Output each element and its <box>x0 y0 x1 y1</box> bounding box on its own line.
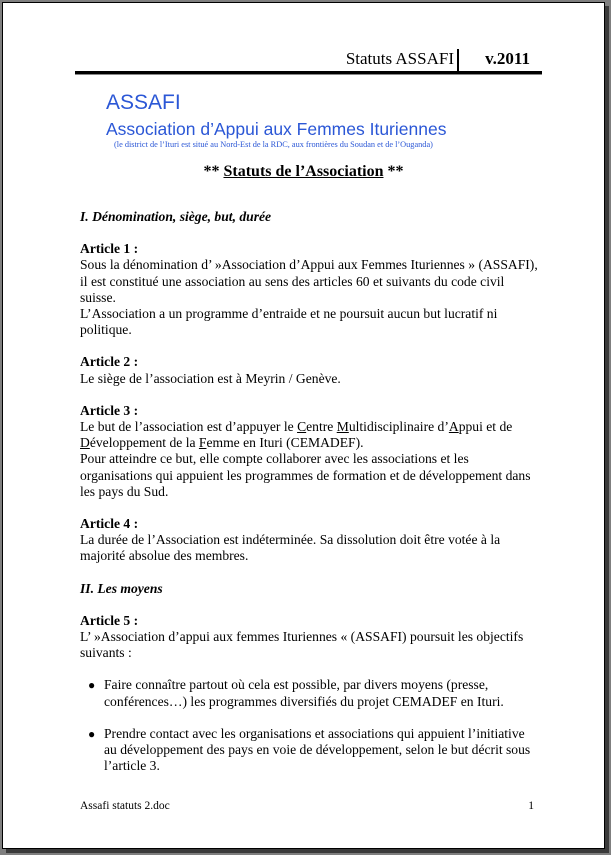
article-4-heading: Article 4 : <box>80 516 139 532</box>
title-prefix: ** <box>203 163 224 180</box>
section-heading-1: I. Dénomination, siège, but, durée <box>80 209 272 224</box>
article-5-heading: Article 5 : <box>80 612 139 628</box>
brand-note: (le district de l’Ituri est situé au Nord-Est de la RDC, aux frontières du Soudan et de l’Ouganda) <box>114 140 433 149</box>
article-3-text-1: Le but de l’association est d’appuyer le Centre Multidisciplinaire d’Appui et de Développement de la Femme en Ituri (CEMADEF). <box>80 419 513 451</box>
article-2-heading: Article 2 : <box>80 354 139 370</box>
article-5-objectives-list <box>80 677 538 774</box>
bullet-icon: ● <box>88 678 96 693</box>
brand-name: ASSAFI <box>106 91 181 114</box>
article-1-heading: Article 1 : <box>80 241 139 257</box>
header-title: Statuts ASSAFI <box>345 49 454 68</box>
title-suffix: ** <box>383 163 404 180</box>
header-version: v.2011 <box>485 49 530 68</box>
article-1-text-2: L’Association a un programme d’entraide et ne poursuit aucun but lucratif ni politique. <box>80 306 498 338</box>
article-4-text-1: La durée de l’Association est indéterminée. Sa dissolution doit être votée à la majorité absolue des membres. <box>80 532 501 564</box>
footer-page-number: 1 <box>528 800 534 812</box>
footer-filename: Assafi statuts 2.doc <box>80 800 170 812</box>
title-text: Statuts de l’Association <box>223 163 384 180</box>
document-title <box>3 163 604 181</box>
header-separator <box>457 49 459 73</box>
brand-full-name: Association d’Appui aux Femmes Ituriennes <box>106 119 447 139</box>
document-body <box>80 209 538 774</box>
list-item: ● Faire connaître partout où cela est possible, par divers moyens (presse, conférences…) les programmes diversifiés du projet CEMADEF en Ituri. <box>88 677 504 709</box>
article-2-text-1: Le siège de l’association est à Meyrin / Genève. <box>80 370 341 386</box>
article-1-text-1: Sous la dénomination d’ »Association d’Appui aux Femmes Ituriennes » (ASSAFI), il est constitué une association au sens des articles 60 et suivants du code civil suisse. <box>80 257 538 305</box>
header-rule-shadow <box>75 74 542 75</box>
bullet-icon: ● <box>88 726 96 741</box>
article-3-heading: Article 3 : <box>80 402 139 418</box>
list-item: ● Prendre contact avec les organisations et associations qui appuient l’initiative au développement des pays en voie de développement, selon le but décrit sous l’article 3. <box>88 725 531 774</box>
section-heading-2: II. Les moyens <box>80 580 163 596</box>
page-header <box>75 47 532 73</box>
article-3-text-2: Pour atteindre ce but, elle compte collaborer avec les associations et les organisations qui appuient les programmes de formation et de développement dans les pays du Sud. <box>80 451 531 499</box>
document-page <box>2 2 605 849</box>
article-5-text-1: L’ »Association d’appui aux femmes Ituriennes « (ASSAFI) poursuit les objectifs suivants : <box>80 629 524 661</box>
